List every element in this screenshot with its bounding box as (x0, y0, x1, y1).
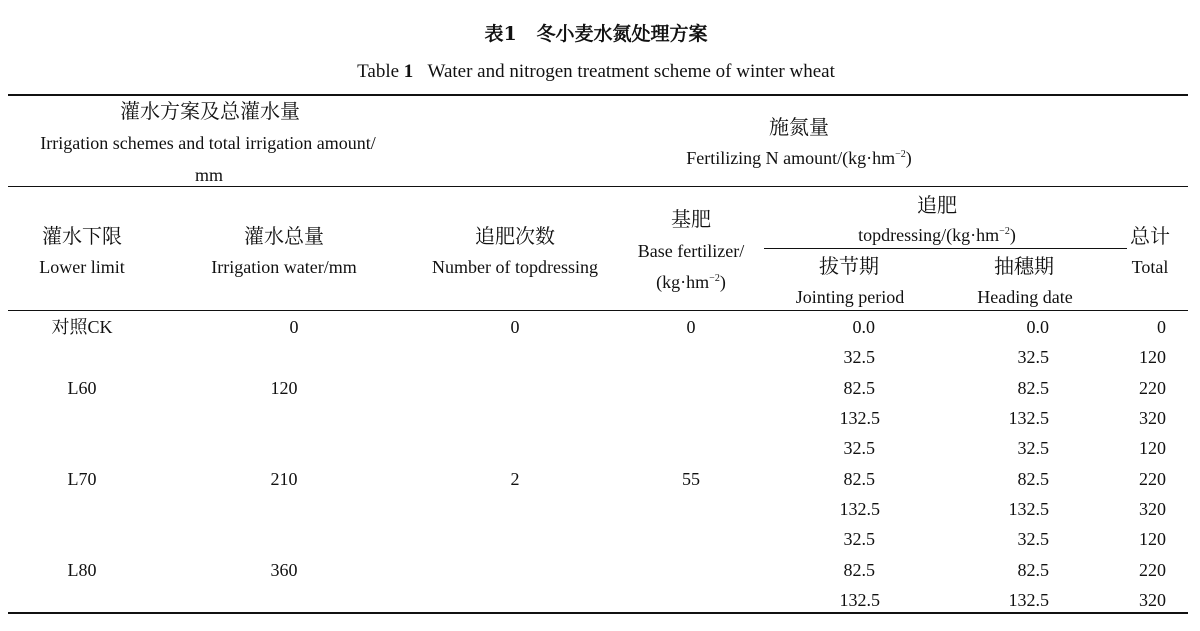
cell-joint-l70-3: 132.5 (839, 499, 880, 519)
table-title-zh: 冬小麦水氮处理方案 (536, 23, 708, 45)
col-heading-en: Heading date (977, 287, 1073, 307)
cell-heading-l80-1: 32.5 (1017, 529, 1049, 549)
cell-water-l60: 120 (270, 378, 298, 398)
cell-count-ck: 0 (510, 317, 520, 337)
cell-water-l80: 360 (270, 560, 298, 580)
cell-heading-l60-1: 32.5 (1017, 347, 1049, 367)
cell-total-l80-3: 320 (1139, 590, 1166, 610)
cell-heading-l70-3: 132.5 (1008, 499, 1049, 519)
cell-joint-ck: 0.0 (852, 317, 875, 337)
cell-lower-l60: L60 (67, 378, 97, 398)
col-base-unit: $(kg\cdot hm^{-2})$ (656, 272, 726, 292)
table-caption-zh (484, 25, 707, 44)
header-bottom-rule (8, 310, 1188, 311)
cell-heading-l60-3: 132.5 (1008, 408, 1049, 428)
cell-lower-l70: L70 (67, 469, 97, 489)
col-lower-en: Lower limit (39, 257, 125, 277)
cell-joint-l70-1: 32.5 (843, 438, 875, 458)
cell-base-ck: 0 (686, 317, 696, 337)
col-heading-zh: 抽穗期 (994, 254, 1054, 278)
cell-joint-l70-2: 82.5 (843, 469, 875, 489)
col-topdressing-zh: 追肥 (917, 193, 957, 217)
col-water-zh: 灌水总量 (244, 224, 324, 248)
cell-water-l70: 210 (270, 469, 298, 489)
col-base-en: Base fertilizer/ (637, 241, 745, 261)
col-topcount-en: Number of topdressing (432, 257, 598, 277)
col-water-en: Irrigation water/mm (211, 257, 357, 277)
header-irrigation-group-en: Irrigation schemes and total irrigation amount/ (40, 133, 376, 153)
cell-heading-ck: 0.0 (1026, 317, 1049, 337)
group-header-rule (8, 186, 1188, 187)
topdressing-subrule (764, 248, 1127, 249)
col-jointing-zh: 拔节期 (819, 254, 879, 278)
header-irrigation-group-en-unit: mm (194, 165, 224, 185)
col-topdressing-en: topdressing/$(kg\cdot hm^{-2})$ (858, 225, 1016, 245)
cell-lower-ck: 对照CK (51, 317, 113, 337)
cell-joint-l60-2: 82.5 (843, 378, 875, 398)
cell-joint-l80-3: 132.5 (839, 590, 880, 610)
cell-joint-l60-1: 32.5 (843, 347, 875, 367)
cell-total-l60-2: 220 (1139, 378, 1166, 398)
bottom-rule (8, 612, 1188, 614)
cell-heading-l70-1: 32.5 (1017, 438, 1049, 458)
cell-water-ck: 0 (289, 317, 299, 337)
cell-total-l70-1: 120 (1139, 438, 1166, 458)
table-number-en: 1 (403, 61, 414, 82)
header-irrigation-group-zh: 灌水方案及总灌水量 (120, 99, 300, 123)
cell-heading-l80-3: 132.5 (1008, 590, 1049, 610)
table-label-en: Table (357, 61, 400, 82)
col-lower-zh: 灌水下限 (42, 224, 122, 248)
cell-total-l60-1: 120 (1139, 347, 1166, 367)
col-jointing-en: Jointing period (795, 287, 905, 307)
col-total-en: Total (1131, 257, 1169, 277)
cell-count-topdressing: 2 (510, 469, 520, 489)
cell-total-l70-2: 220 (1139, 469, 1166, 489)
cell-lower-l80: L80 (67, 560, 97, 580)
col-base-zh: 基肥 (671, 207, 711, 231)
cell-joint-l60-3: 132.5 (839, 408, 880, 428)
col-topcount-zh: 追肥次数 (475, 224, 555, 248)
header-n-group-zh: 施氮量 (769, 115, 829, 139)
cell-total-l80-2: 220 (1139, 560, 1166, 580)
cell-total-l70-3: 320 (1139, 499, 1166, 519)
cell-total-l60-3: 320 (1139, 408, 1166, 428)
table-caption-en (357, 62, 835, 81)
cell-heading-l80-2: 82.5 (1017, 560, 1049, 580)
cell-joint-l80-1: 32.5 (843, 529, 875, 549)
header-n-group-en: Fertilizing N amount/$(kg\cdot hm^{-2})$ (686, 148, 912, 168)
cell-heading-l70-2: 82.5 (1017, 469, 1049, 489)
cell-total-l80-1: 120 (1139, 529, 1166, 549)
cell-heading-l60-2: 82.5 (1017, 378, 1049, 398)
table-label-zh: 表1 (484, 23, 517, 45)
col-total-zh: 总计 (1130, 224, 1170, 248)
cell-total-ck: 0 (1157, 317, 1166, 337)
top-rule (8, 94, 1188, 96)
cell-base-fertilizer: 55 (682, 469, 700, 489)
cell-joint-l80-2: 82.5 (843, 560, 875, 580)
table-title-en: Water and nitrogen treatment scheme of winter wheat (427, 61, 835, 82)
